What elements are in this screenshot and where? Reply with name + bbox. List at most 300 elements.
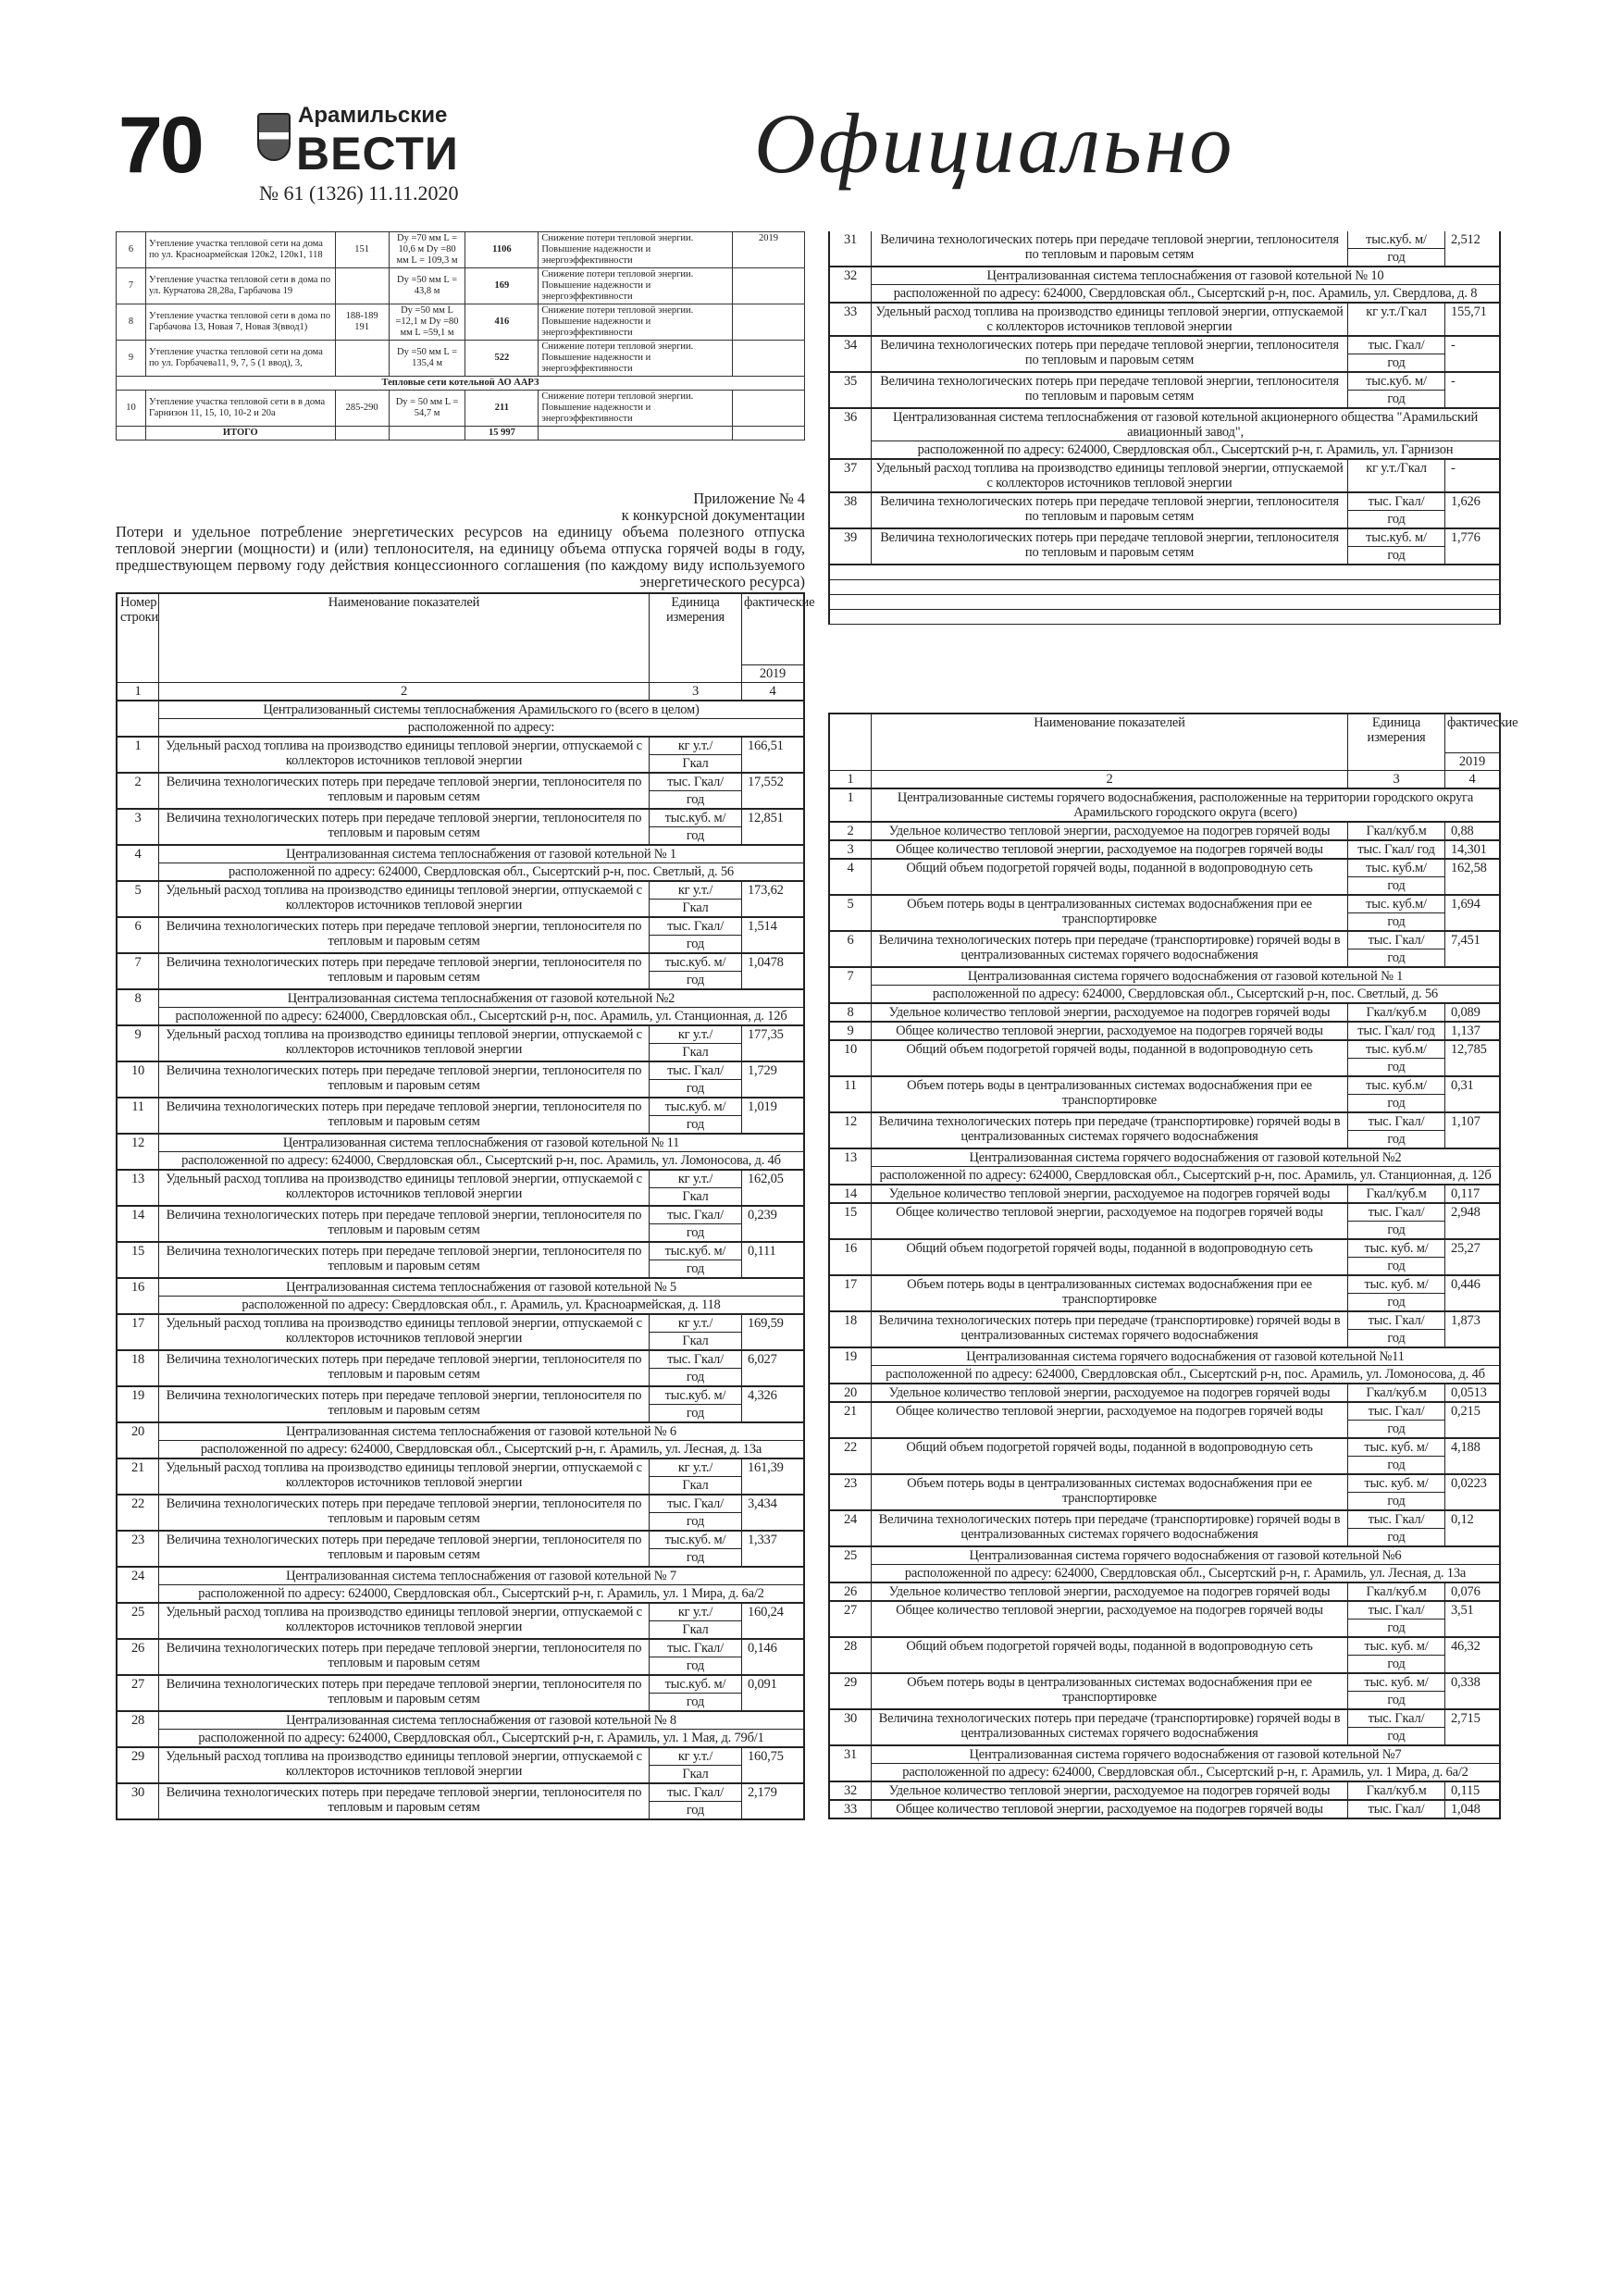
indicator-name: Величина технологических потерь при передаче тепловой энергии, теплоносителя по тепловым и паровым сетям (159, 1532, 650, 1566)
section-address: расположенной по адресу: 624000, Свердловская обл., Сысертский р-н, г. Арамиль, ул. 1 Мая, д. 79б/1 (159, 1729, 803, 1746)
section-title (159, 1279, 803, 1313)
unit-cell (1348, 1475, 1445, 1509)
indicator-name: Удельное количество тепловой энергии, расходуемое на подогрев горячей воды (872, 1782, 1348, 1799)
unit-text: тыс. Гкал/ (1368, 1114, 1425, 1129)
row-number: 29 (830, 1674, 872, 1708)
unit-text: тыс.куб. м/ (664, 955, 726, 970)
appendix-number: Приложение № 4 (693, 490, 805, 507)
value-2019: 1,514 (748, 919, 777, 934)
unit-cell (1348, 1276, 1445, 1310)
table-row (830, 860, 1499, 896)
value-2019: 0,12 (1451, 1512, 1474, 1527)
unit-cell (650, 1676, 742, 1710)
unit-cell (650, 810, 742, 844)
unit-text: год (650, 1368, 741, 1385)
section-row (118, 1135, 803, 1171)
indicator-name: Объем потерь воды в централизованных системах водоснабжения при ее транспортировке (872, 1674, 1348, 1708)
unit-text: тыс. куб. м/ (1364, 1476, 1429, 1491)
newspaper-logo (257, 104, 489, 178)
indicator-name: Величина технологических потерь при передаче тепловой энергии, теплоносителя по тепловым и паровым сетям (159, 1207, 650, 1241)
row-number: 10 (118, 1062, 159, 1097)
unit-text: Гкал (650, 1187, 741, 1205)
section-title (159, 1568, 803, 1602)
row-number: 21 (118, 1459, 159, 1494)
row-number: 18 (118, 1351, 159, 1385)
unit-cell (1348, 1674, 1445, 1708)
cell-desc: Утепление участка тепловой сети в в дома Гарнизон 11, 15, 10, 10-2 и 20а (145, 391, 335, 427)
indicator-name: Величина технологических потерь при передаче тепловой энергии, теплоносителя по тепловым и паровым сетям (159, 1676, 650, 1710)
unit-cell (1348, 337, 1445, 371)
indicator-name: Объем потерь воды в централизованных системах водоснабжения при ее транспортировке (872, 1276, 1348, 1310)
unit-cell (1348, 1801, 1445, 1818)
section-heading: Централизованная система горячего водоснабжения от газовой котельной №2 (969, 1150, 1402, 1165)
value-2019: 2,179 (748, 1785, 777, 1800)
section-title (159, 1423, 803, 1458)
hot-water-table (828, 713, 1518, 1819)
table-row (830, 1185, 1499, 1204)
section-heading: Централизованная система горячего водоснабжения от газовой котельной № 1 (967, 969, 1404, 984)
unit-text: тыс. куб.м/ (1366, 1042, 1427, 1057)
unit-text: тыс. Гкал/ (667, 919, 724, 934)
unit-text: тыс. Гкал/ (667, 1208, 724, 1222)
unit-cell (650, 1026, 742, 1061)
unit-text: тыс.куб. м/ (1366, 232, 1427, 247)
row-number: 24 (118, 1568, 159, 1602)
row-number: 18 (830, 1312, 872, 1347)
table-row (118, 1062, 803, 1098)
row-number: 12 (118, 1135, 159, 1169)
table-row (118, 1351, 803, 1387)
value-2019: 3,51 (1451, 1603, 1474, 1618)
section-address: расположенной по адресу: 624000, Свердловская обл., Сысертский р-н, пос. Арамиль, ул. Ломоносова, д. 4б (159, 1151, 803, 1169)
table-row (118, 954, 803, 990)
section-address: расположенной по адресу: 624000, Свердловская обл., Сысертский р-н, г. Арамиль, ул. 1 Мира, д. 6а/2 (159, 1584, 803, 1602)
row-number: 21 (830, 1403, 872, 1437)
indicator-name: Величина технологических потерь при передаче тепловой энергии, теплоносителя по тепловым и паровым сетям (159, 1062, 650, 1097)
value-2019: 0,076 (1451, 1584, 1481, 1599)
row-number: 8 (118, 990, 159, 1024)
table-row (830, 1782, 1499, 1801)
value-2019: 0,0223 (1451, 1476, 1487, 1491)
table-row (118, 1640, 803, 1676)
indicator-name: Величина технологических потерь при передаче (транспортировке) горячей воды в централизованных системах горячего водоснабжения (872, 1710, 1348, 1744)
unit-text: Гкал (650, 1620, 741, 1638)
unit-cell (650, 1640, 742, 1674)
row-number: 11 (118, 1098, 159, 1133)
cell-desc: Утепление участка тепловой сети на дома по ул. Красноармейская 120к2, 120к1, 118 (145, 232, 335, 268)
indicator-name: Удельный расход топлива на производство единицы тепловой энергии, отпускаемой с коллекторов источников тепловой энергии (159, 1171, 650, 1205)
section-address: расположенной по адресу: 624000, Свердловская обл., Сысертский р-н, г. Арамиль, ул. 1 Мира, д. 6а/2 (872, 1763, 1499, 1781)
unit-cell (1348, 1204, 1445, 1238)
section-row (118, 1568, 803, 1604)
unit-text: тыс. Гкал/ (667, 775, 724, 789)
row-number: 31 (830, 1746, 872, 1781)
unit-text: Гкал/куб.м (1366, 1385, 1427, 1400)
unit-text: год (1348, 1456, 1444, 1473)
section-address: расположенной по адресу: Свердловская обл., г. Арамиль, ул. Красноармейская, д. 118 (159, 1296, 803, 1313)
unit-cell (650, 1171, 742, 1205)
value-2019: 2,715 (1451, 1711, 1481, 1726)
logo-top-text: Арамильские (298, 103, 448, 128)
unit-text: Гкал/куб.м (1366, 1186, 1427, 1201)
unit-text: год (1348, 1221, 1444, 1238)
row-number: 16 (830, 1240, 872, 1274)
row-number: 25 (830, 1547, 872, 1582)
unit-cell (1348, 1710, 1445, 1744)
section-title (872, 1348, 1499, 1383)
unit-text: год (1348, 1655, 1444, 1672)
row-number: 25 (118, 1604, 159, 1638)
row-number: 30 (830, 1710, 872, 1744)
value-2019: 4,188 (1451, 1440, 1481, 1455)
value-2019: 166,51 (748, 738, 784, 753)
cell-code (335, 268, 389, 304)
table-row (830, 304, 1499, 337)
value-2019: 177,35 (748, 1027, 784, 1042)
unit-text: год (1348, 876, 1444, 894)
row-number: 38 (830, 493, 872, 527)
unit-text: год (650, 1404, 741, 1421)
unit-cell (1348, 1638, 1445, 1672)
unit-cell (1348, 1439, 1445, 1473)
cell-amount: 1106 (465, 232, 539, 268)
table-row (118, 1243, 803, 1279)
value-2019: 0,117 (1451, 1186, 1481, 1201)
unit-cell (1348, 1312, 1445, 1347)
row-number: 32 (830, 267, 872, 302)
unit-text: Гкал/куб.м (1366, 1005, 1427, 1020)
indicator-name: Величина технологических потерь при передаче тепловой энергии, теплоносителя по тепловым и паровым сетям (159, 1243, 650, 1277)
table-row (830, 231, 1499, 267)
indicator-name: Общее количество тепловой энергии, расходуемое на подогрев горячей воды (872, 841, 1348, 858)
header-year: 2019 (742, 664, 803, 682)
value-2019: 7,451 (1451, 933, 1481, 948)
row-number: 22 (118, 1496, 159, 1530)
row-number: 7 (830, 968, 872, 1002)
row-number: 23 (830, 1475, 872, 1509)
value-2019: 25,27 (1451, 1241, 1481, 1256)
table-row (118, 1784, 803, 1820)
total-label: ИТОГО (145, 427, 335, 441)
unit-text: кг у.т./Гкал (1366, 304, 1427, 319)
header-fact-cell (1445, 714, 1518, 770)
unit-text: кг у.т./ (677, 1172, 713, 1186)
unit-text: Гкал (650, 1476, 741, 1494)
section-heading: Централизованная система теплоснабжения от газовой котельной № 5 (286, 1280, 676, 1295)
unit-text: тыс. Гкал/ (1368, 1802, 1425, 1817)
unit-text: тыс. Гкал/ (1368, 1313, 1425, 1328)
total-row (117, 427, 805, 441)
unit-text: тыс. Гкал/ (1368, 1205, 1425, 1220)
column-numbers (830, 771, 1499, 789)
section-heading: Централизованная система теплоснабжения от газовой котельной № 11 (282, 1136, 680, 1150)
value-2019: 173,62 (748, 883, 784, 898)
indicator-name: Удельный расход топлива на производство единицы тепловой энергии, отпускаемой с коллекторов источников тепловой энергии (159, 1459, 650, 1494)
row-number: 39 (830, 529, 872, 564)
value-2019: 161,39 (748, 1460, 784, 1475)
table-row (118, 1676, 803, 1712)
unit-cell (650, 1207, 742, 1241)
indicator-name: Величина технологических потерь при передаче тепловой энергии, теплоносителя по тепловым и паровым сетям (159, 1098, 650, 1133)
row-number: 26 (118, 1640, 159, 1674)
table-row (830, 823, 1499, 841)
unit-text: тыс. куб. м/ (1364, 1675, 1429, 1690)
indicator-name: Величина технологических потерь при передаче (транспортировке) горячей воды в централизованных системах горячего водоснабжения (872, 1113, 1348, 1148)
section-heading: Централизованная система горячего водоснабжения от газовой котельной №7 (969, 1747, 1402, 1762)
table-row (830, 1674, 1499, 1710)
table-row (830, 1004, 1499, 1023)
row-number: 32 (830, 1782, 872, 1799)
row-number: 15 (118, 1243, 159, 1277)
row-number: 19 (830, 1348, 872, 1383)
value-2019: 1,626 (1451, 494, 1481, 509)
value-2019: 160,75 (748, 1749, 784, 1764)
table-row (830, 1638, 1499, 1674)
table-row (830, 1204, 1499, 1240)
value-2019: 0,215 (1451, 1404, 1481, 1419)
unit-cell (1348, 1185, 1445, 1202)
unit-text: год (1348, 1420, 1444, 1437)
indicator-name: Удельный расход топлива на производство единицы тепловой энергии, отпускаемой с коллекторов источников тепловой энергии (159, 1748, 650, 1782)
section-address: расположенной по адресу: 624000, Свердловская обл., Сысертский р-н, пос. Арамиль, ул. Станционная, д. 12б (872, 1166, 1499, 1184)
table-row (118, 1604, 803, 1640)
indicator-name: Удельное количество тепловой энергии, расходуемое на подогрев горячей воды (872, 1583, 1348, 1600)
unit-text: год (1348, 1691, 1444, 1708)
indicator-name: Величина технологических потерь при передаче тепловой энергии, теплоносителя по тепловым и паровым сетям (159, 1351, 650, 1385)
unit-text: год (1348, 1058, 1444, 1075)
unit-cell (1348, 932, 1445, 966)
table-row (830, 1113, 1499, 1149)
header-num-empty (830, 714, 872, 770)
unit-cell (650, 1532, 742, 1566)
unit-text: тыс.куб. м/ (664, 1244, 726, 1259)
row-number: 2 (830, 823, 872, 839)
cell-empty (389, 427, 465, 441)
cell-effect: Снижение потери тепловой энергии. Повышение надежности и энергоэффективности (539, 341, 733, 377)
cell-effect: Снижение потери тепловой энергии. Повышение надежности и энергоэффективности (539, 391, 733, 427)
row-number: 1 (118, 738, 159, 772)
unit-text: год (1348, 1528, 1444, 1545)
unit-cell (650, 1459, 742, 1494)
indicator-name: Удельный расход топлива на производство единицы тепловой энергии, отпускаемой с коллекторов источников тепловой энергии (159, 882, 650, 916)
unit-cell (1348, 896, 1445, 930)
section-address: расположенной по адресу: 624000, Свердловская обл., Сысертский р-н, г. Арамиль, ул. Лесная, д. 13а (872, 1564, 1499, 1582)
section-heading: Централизованная система теплоснабжения от газовой котельной № 1 (286, 847, 676, 862)
cell-params: Dy = 50 мм L = 54,7 м (389, 391, 465, 427)
unit-text: тыс. куб. м/ (1364, 1241, 1429, 1256)
unit-cell (1348, 304, 1445, 335)
unit-text: Гкал (650, 1043, 741, 1061)
table-row (118, 1098, 803, 1135)
section-title (872, 1547, 1499, 1582)
value-2019: 1,137 (1451, 1024, 1481, 1038)
table-row (830, 1403, 1499, 1439)
value-2019: 4,326 (748, 1388, 777, 1403)
issue-info: № 61 (1326) 11.11.2020 (259, 181, 459, 205)
table-row (830, 1439, 1499, 1475)
value-2019: 3,434 (748, 1496, 777, 1511)
unit-text: год (650, 1260, 741, 1277)
cell-effect: Снижение потери тепловой энергии. Повышение надежности и энергоэффективности (539, 268, 733, 304)
indicator-name: Общее количество тепловой энергии, расходуемое на подогрев горячей воды (872, 1801, 1348, 1818)
row-number: 22 (830, 1439, 872, 1473)
unit-text: год (1348, 1619, 1444, 1636)
unit-text: год (1348, 1329, 1444, 1347)
row-number: 27 (118, 1676, 159, 1710)
section-heading: Централизованный системы теплоснабжения Арамильского го (всего в целом) (263, 702, 700, 717)
coat-of-arms-icon (257, 113, 291, 161)
value-2019: 0,338 (1451, 1675, 1481, 1690)
cell-year (733, 268, 805, 304)
unit-text: тыс.куб. м/ (664, 811, 726, 825)
unit-text: тыс. Гкал/ (1368, 1603, 1425, 1618)
unit-text: год (1348, 1094, 1444, 1111)
row-number: 17 (118, 1315, 159, 1349)
heat-losses-table-continued (828, 231, 1501, 625)
row-number: 16 (118, 1279, 159, 1313)
table-row (830, 1602, 1499, 1638)
table-row (117, 304, 805, 341)
indicator-name: Величина технологических потерь при передаче тепловой энергии, теплоносителя по тепловым и паровым сетям (872, 529, 1348, 564)
row-number: 6 (830, 932, 872, 966)
header-unit: Единица измерения (650, 594, 742, 682)
unit-text: кг у.т./Гкал (1366, 461, 1427, 476)
unit-text: кг у.т./ (677, 1749, 713, 1764)
unit-cell (1348, 860, 1445, 894)
unit-cell (1348, 1782, 1445, 1799)
page-number: 70 (118, 101, 202, 190)
unit-text: тыс. Гкал/ (1368, 1404, 1425, 1419)
value-2019: 0,091 (748, 1677, 777, 1692)
table-row (830, 1583, 1499, 1602)
unit-text: год (650, 1115, 741, 1133)
unit-cell (1348, 1004, 1445, 1021)
section-row (830, 409, 1499, 460)
value-2019: 1,0478 (748, 955, 784, 970)
table-row (118, 738, 803, 774)
table-row (830, 1710, 1499, 1746)
section-row (118, 846, 803, 882)
indicator-name: Общий объем подогретой горячей воды, поданной в водопроводную сеть (872, 1240, 1348, 1274)
row-number: 29 (118, 1748, 159, 1782)
row-number: 3 (830, 841, 872, 858)
section-title (872, 1746, 1499, 1781)
table-row (830, 460, 1499, 493)
col-4: 4 (1468, 772, 1476, 787)
section-address: расположенной по адресу: 624000, Свердловская обл., Сысертский р-н, пос. Арамиль, ул. Свердлова, д. 8 (872, 284, 1499, 302)
header-name: Наименование показателей (159, 594, 650, 682)
table-row (830, 1801, 1499, 1819)
unit-text: тыс. куб.м/ (1366, 897, 1427, 912)
indicator-name: Общий объем подогретой горячей воды, поданной в водопроводную сеть (872, 1439, 1348, 1473)
header-name: Наименование показателей (872, 714, 1348, 770)
indicator-name: Величина технологических потерь при передаче тепловой энергии, теплоносителя по тепловым и паровым сетям (159, 1784, 650, 1818)
unit-text: тыс. Гкал/ (667, 1641, 724, 1656)
cell-year (733, 391, 805, 427)
table-header (830, 714, 1518, 771)
row-number: 20 (830, 1384, 872, 1401)
value-2019: 6,027 (748, 1352, 777, 1367)
row-number: 15 (830, 1204, 872, 1238)
cell-params: Dy =70 мм L = 10,6 м Dy =80 мм L = 109,3 м (389, 232, 465, 268)
value-2019: 1,776 (1451, 530, 1481, 545)
indicator-name: Величина технологических потерь при передаче тепловой энергии, теплоносителя по тепловым и паровым сетям (159, 1496, 650, 1530)
value-2019: 169,59 (748, 1316, 784, 1331)
indicator-name: Общее количество тепловой энергии, расходуемое на подогрев горячей воды (872, 1403, 1348, 1437)
section-heading: Централизованная система горячего водоснабжения от газовой котельной №11 (966, 1349, 1405, 1364)
unit-text: кг у.т./ (677, 1605, 713, 1620)
indicator-name: Общее количество тепловой энергии, расходуемое на подогрев горячей воды (872, 1602, 1348, 1636)
cell-code: 151 (335, 232, 389, 268)
value-2019: 0,31 (1451, 1078, 1474, 1093)
unit-text: тыс. Гкал/ (1368, 1711, 1425, 1726)
indicator-name: Величина технологических потерь при передаче (транспортировке) горячей воды в централизованных системах горячего водоснабжения (872, 1511, 1348, 1545)
table-row (118, 882, 803, 918)
indicator-name: Удельный расход топлива на производство единицы тепловой энергии, отпускаемой с коллекторов источников тепловой энергии (159, 1315, 650, 1349)
row-number: 33 (830, 304, 872, 335)
unit-text: Гкал (650, 899, 741, 916)
section-title (159, 990, 803, 1024)
value-2019: - (1451, 374, 1456, 389)
indicator-name: Общий объем подогретой горячей воды, поданной в водопроводную сеть (872, 1041, 1348, 1075)
unit-text: тыс.куб. м/ (664, 1677, 726, 1692)
row-number: 8 (830, 1004, 872, 1021)
row-number: 35 (830, 373, 872, 407)
unit-text: год (650, 935, 741, 952)
empty-row (830, 595, 1499, 610)
cell-n: 7 (117, 268, 146, 304)
value-2019: - (1451, 338, 1456, 353)
unit-text: год (650, 1693, 741, 1710)
section-title (872, 267, 1499, 302)
unit-cell (650, 918, 742, 952)
unit-cell (650, 1604, 742, 1638)
column-numbers (118, 683, 803, 701)
cell-n: 9 (117, 341, 146, 377)
unit-text: кг у.т./ (677, 1460, 713, 1475)
section-address: расположенной по адресу: 624000, Свердловская обл., Сысертский р-н, пос. Светлый, д. 56 (872, 985, 1499, 1002)
unit-text: год (1348, 1293, 1444, 1310)
unit-cell (1348, 529, 1445, 564)
unit-cell (1348, 1240, 1445, 1274)
unit-text: год (650, 1548, 741, 1566)
row-number: 4 (830, 860, 872, 894)
value-2019: 1,337 (748, 1533, 777, 1547)
indicator-name: Удельный расход топлива на производство единицы тепловой энергии, отпускаемой с коллекторов источников тепловой энергии (159, 738, 650, 772)
row-number: 14 (118, 1207, 159, 1241)
unit-cell (650, 1098, 742, 1133)
unit-text: год (650, 1079, 741, 1097)
unit-text: год (1348, 912, 1444, 930)
value-2019: 0,446 (1451, 1277, 1481, 1292)
header-fact: фактические (744, 595, 815, 610)
section-address: расположенной по адресу: (159, 718, 803, 736)
unit-text: тыс.куб. м/ (1366, 374, 1427, 389)
row-number: 28 (830, 1638, 872, 1672)
unit-text: год (650, 971, 741, 988)
row-number: 26 (830, 1583, 872, 1600)
cell-amount: 416 (465, 304, 539, 341)
table-row (830, 1475, 1499, 1511)
row-number: 20 (118, 1423, 159, 1458)
indicator-name: Величина технологических потерь при передаче тепловой энергии, теплоносителя по тепловым и паровым сетям (872, 231, 1348, 266)
indicator-name: Удельный расход топлива на производство единицы тепловой энергии, отпускаемой с коллекторов источников тепловой энергии (159, 1604, 650, 1638)
row-number: 24 (830, 1511, 872, 1545)
unit-text: тыс. Гкал/ (1368, 1512, 1425, 1527)
indicator-name: Удельное количество тепловой энергии, расходуемое на подогрев горячей воды (872, 1004, 1348, 1021)
indicator-name: Величина технологических потерь при передаче тепловой энергии, теплоносителя по тепловым и паровым сетям (159, 1387, 650, 1421)
value-2019: 0,115 (1451, 1783, 1481, 1798)
